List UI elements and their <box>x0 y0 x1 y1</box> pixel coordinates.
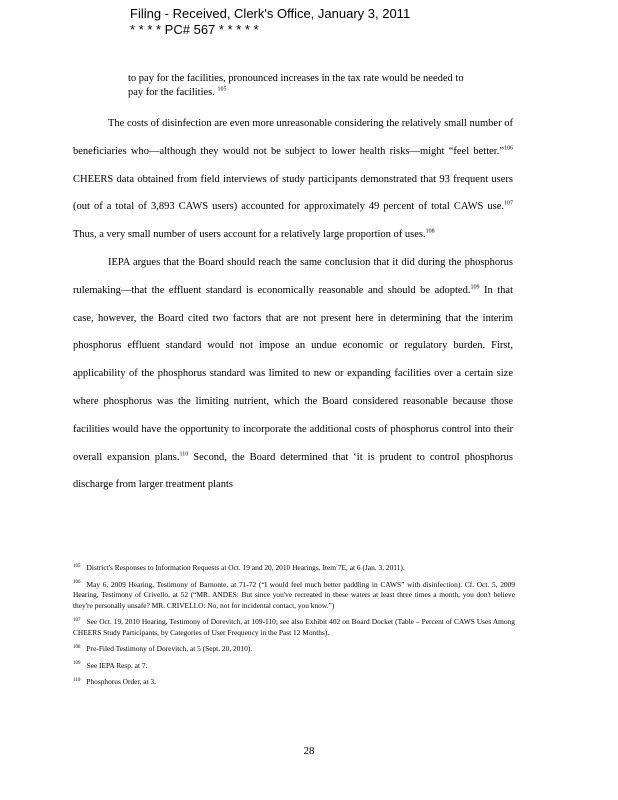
footnote-text: See Oct. 19, 2010 Hearing, Testimony of Dorevitch, at 109-110; see also Exhibit 402 on Board Docket (Table – Percent of CAWS Uses Among CHEERS Study Participants, by Categories of User Frequency in the Past 12 Months). <box>73 617 515 637</box>
document-body <box>73 72 513 499</box>
paragraphs <box>73 110 513 499</box>
paragraph-text: Second, the Board determined that ‘it is prudent to control phosphorus discharge from larger treatment plants <box>73 451 514 491</box>
paragraph-text: CHEERS data obtained from field interviews of study participants demonstrated that 93 frequent users (out of a total of 3,893 CAWS users) accounted for approximately 49 percent of total CAWS use. <box>73 173 513 213</box>
footnote <box>73 677 515 688</box>
paragraph-text: The costs of disinfection are even more unreasonable considering the relatively small number of beneficiaries who—although they would not be subject to lower health risks—might “feel better.” <box>73 118 513 157</box>
filing-header-line1: Filing - Received, Clerk's Office, January 3, 2011 <box>130 6 411 21</box>
body-paragraph <box>73 249 513 499</box>
footnote-number: 106 <box>73 580 81 586</box>
footnote-ref: 106 <box>504 145 513 152</box>
footnote <box>73 580 515 612</box>
footnote-ref: 107 <box>504 200 513 207</box>
paragraph-text: In that case, however, the Board cited two factors that are not present here in determining that the interim phosphorus effluent standard would not impose an undue economic or regulatory burden. First, applicability of the phosphorus standard was limited to new or expanding facilities over a certain size where phosphorus was the limiting nutrient, which the Board considered reasonable because those facilities would have the opportunity to incorporate the additional costs of phosphorus control into their overall expansion plans. <box>73 284 513 463</box>
paragraph-text: Thus, a very small number of users account for a relatively large proportion of uses. <box>73 229 426 241</box>
page-number: 28 <box>303 745 315 757</box>
block-quote <box>128 72 473 100</box>
footnote-number: 107 <box>73 617 81 623</box>
footnote <box>73 661 515 672</box>
footnote-number: 105 <box>73 563 81 569</box>
body-paragraph <box>73 110 513 249</box>
filing-header <box>130 6 490 38</box>
footnote-text: Pre-Filed Testimony of Dorevitch, at 5 (Sept. 20, 2010). <box>86 644 253 653</box>
footnote-text: District's Responses to Information Requests at Oct. 19 and 20, 2010 Hearings, Item 7E, at 6 (Jan. 3, 2011). <box>86 563 405 572</box>
footnote-ref: 109 <box>470 284 480 291</box>
footnote-ref: 105 <box>217 86 227 93</box>
footnote-ref: 108 <box>425 228 435 235</box>
footnote-ref: 110 <box>179 451 189 458</box>
footnote-text: See IEPA Resp. at 7. <box>86 660 148 670</box>
footnote-number: 110 <box>73 677 81 683</box>
filing-header-line2: * * * * PC# 567 * * * * * <box>130 22 259 37</box>
footnote <box>73 644 515 655</box>
block-quote-text: to pay for the facilities, pronounced increases in the tax rate would be needed to pay for the facilities. <box>128 73 464 98</box>
footnote-number: 108 <box>73 644 81 650</box>
footnote <box>73 563 515 574</box>
paragraph-text: IEPA argues that the Board should reach the same conclusion that it did during the phosphorus rulemaking—that the effluent standard is economically reasonable and should be adopted. <box>73 256 513 296</box>
footnote <box>73 617 515 638</box>
footnote-text: Phosphorus Order, at 3. <box>86 677 157 686</box>
footnotes-section <box>73 563 515 694</box>
footnote-text: May 6, 2009 Hearing, Testimony of Barnonte, at 71-72 (“I would feel much better paddling in CAWS” with disinfection). Cf. Oct. 5, 2009 Hearing, Testimony of Crivello, at 52 (“MR. ANDES: But since you've recreated in these waters at least three times a month, you don't believe they're personally unsafe? MR. CRIVELLO: No, not for incidental contact, you know.”) <box>73 579 515 610</box>
footnote-number: 109 <box>73 661 81 667</box>
